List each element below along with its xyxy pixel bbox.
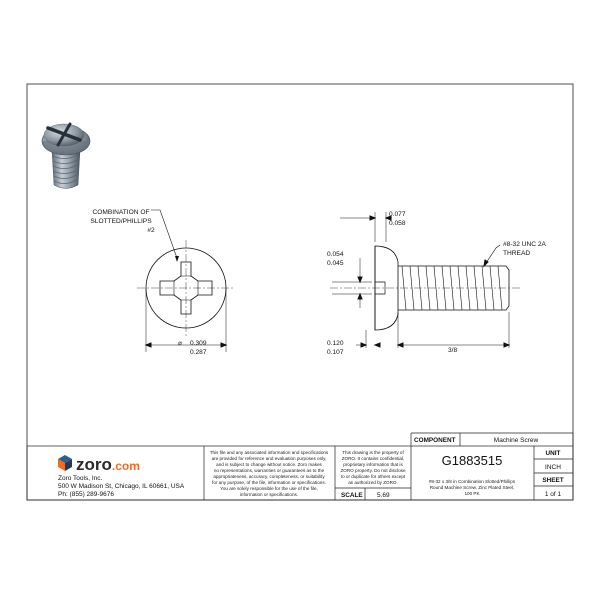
unit-value: INCH <box>545 464 561 471</box>
property-line: ZORO. It contains confidential, <box>341 456 405 461</box>
disclaimer-line: no representations, warranties or guarantees as to the <box>213 468 325 473</box>
component-label: COMPONENT <box>414 437 456 444</box>
company-phone: Ph: (855) 289-9676 <box>58 491 115 498</box>
phillips-callout <box>90 209 179 262</box>
property-line: ZORO property. Do not disclose <box>340 468 406 473</box>
screw-side-view <box>330 212 520 348</box>
callout-line: COMBINATION OF <box>92 209 150 216</box>
property-notice <box>340 450 405 485</box>
disclaimer-text <box>210 450 329 497</box>
head-diameter-min: 0.287 <box>190 349 207 356</box>
company-address: 500 W Madison St, Chicago, IL 60661, USA <box>58 483 185 490</box>
sheet-label: SHEET <box>542 477 564 484</box>
slot-depth-min: 0.045 <box>327 260 344 267</box>
part-number: G1883515 <box>441 453 503 468</box>
head-height-min: 0.058 <box>389 220 406 227</box>
disclaimer-line: are provided for reference and evaluation purposes only, <box>211 456 327 461</box>
scale-label: SCALE <box>341 492 363 499</box>
property-line: to or duplicate for others except <box>340 474 406 479</box>
callout-line: #2 <box>147 227 155 234</box>
thread-spec: #8-32 UNC 2A <box>503 241 546 248</box>
component-value: Machine Screw <box>493 437 539 444</box>
sheet-value: 1 of 1 <box>544 491 562 498</box>
description-line: #8-32 x 3/8 in Combination Slotted/Phillips <box>428 479 516 484</box>
unit-label: UNIT <box>545 450 561 457</box>
company-name: Zoro Tools, Inc. <box>58 475 103 482</box>
zoro-logo-cube <box>58 455 72 471</box>
shank-dim-max: 0.120 <box>327 340 344 347</box>
callout-line: SLOTTED/PHILLIPS <box>90 218 152 225</box>
disclaimer-line: and is subject to change without notice. Zoro makes <box>216 462 322 467</box>
head-height-max: 0.077 <box>389 211 406 218</box>
zoro-logo <box>76 455 140 474</box>
disclaimer-line: for any purpose, of the file, information or specifications. <box>212 480 326 485</box>
disclaimer-line: You are solely responsible for the use of the file, <box>220 486 318 491</box>
head-top-view <box>137 240 235 352</box>
property-line: proprietary information that is <box>343 462 403 467</box>
screw-length: 3/8 <box>448 347 458 354</box>
description-line: Round Machine Screw, Zinc Plated Steel, <box>429 485 515 490</box>
scale-value: 5.69 <box>377 492 390 499</box>
sheet-border <box>27 84 573 500</box>
part-description <box>429 479 516 496</box>
disclaimer-line: This file and any associated information and specifications <box>209 450 329 455</box>
description-line: 100 PK <box>464 491 480 496</box>
shank-dim-min: 0.107 <box>327 349 344 356</box>
thread-label: THREAD <box>503 250 531 257</box>
slot-depth-max: 0.054 <box>327 251 344 258</box>
screw-3d-render <box>42 124 90 189</box>
zoro-logo-suffix: .com <box>111 459 140 473</box>
head-diameter-max: 0.309 <box>190 340 207 347</box>
disclaimer-line: information or specifications. <box>239 492 299 497</box>
property-line: This drawing is the property of <box>342 450 404 455</box>
disclaimer-line: appropriateness, accuracy, completeness, or suitability <box>213 474 325 479</box>
property-line: as authorized by ZORO. <box>348 480 398 485</box>
zoro-logo-word: zoro <box>76 455 112 474</box>
diameter-symbol: ⌀ <box>178 340 182 347</box>
